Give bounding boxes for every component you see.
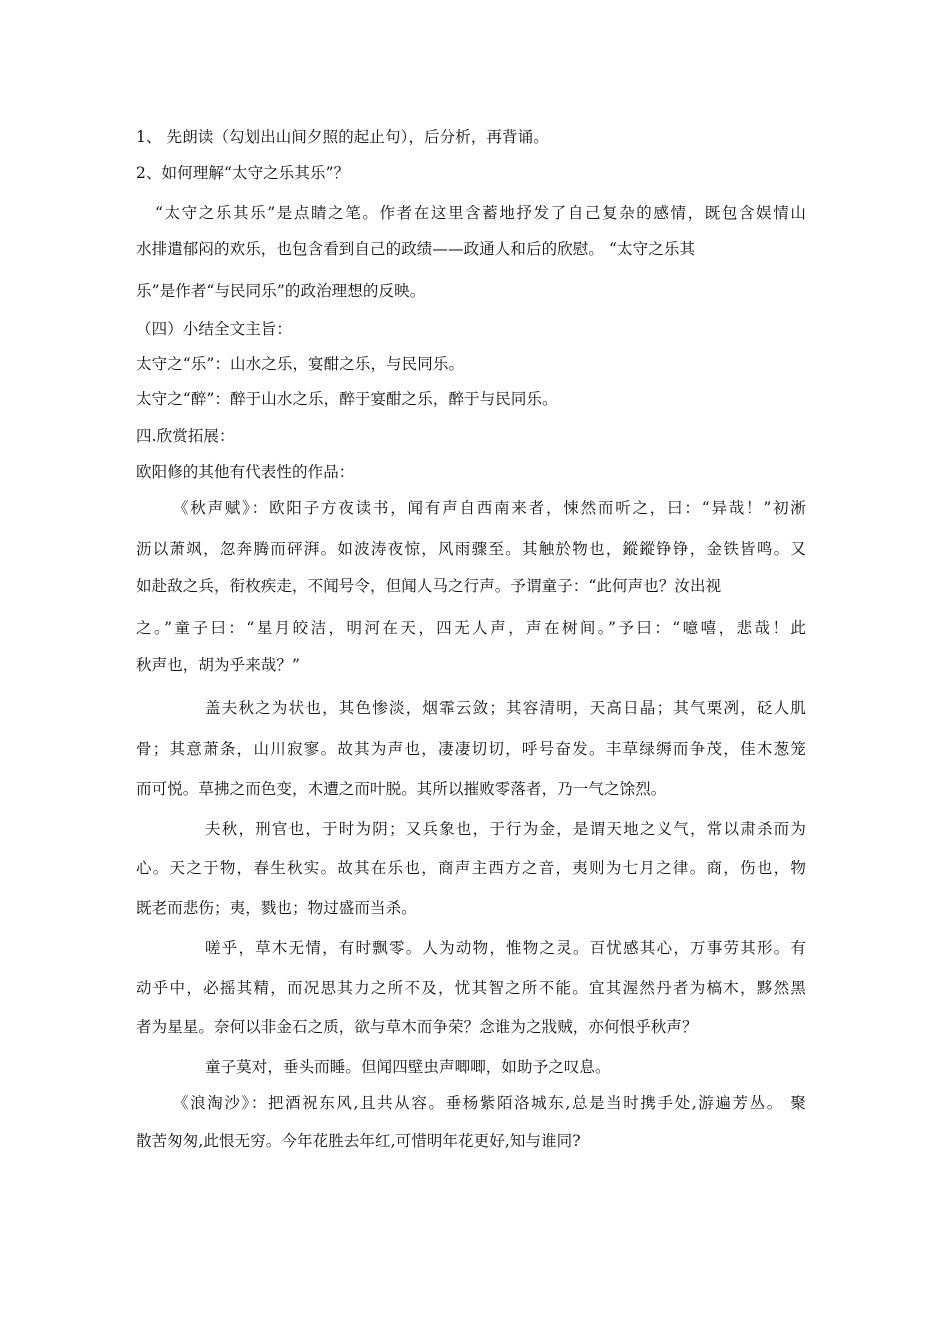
autumn-line-4: 之。”童子曰：“星月皎洁，明河在天，四无人声，声在树间。”予曰：“噫嘻，悲哉！此: [136, 619, 806, 637]
autumn-line-8: 而可悦。草拂之而色变，木遭之而叶脱。其所以摧败零落者，乃一气之馀烈。: [136, 780, 667, 798]
autumn-line-15: 童子莫对，垂头而睡。但闻四壁虫声唧唧，如助予之叹息。: [205, 1058, 611, 1076]
section-heading-appreciation: 四.欣赏拓展：: [136, 427, 235, 445]
autumn-line-11: 既老而悲伤；夷，戮也；物过盛而当杀。: [136, 899, 417, 917]
text-line-8: 太守之“醉”：醉于山水之乐，醉于宴酣之乐，醉于与民同乐。: [136, 390, 558, 408]
text-line-1: 1、 先朗读（勾划出山间夕照的起止句），后分析，再背诵。: [136, 128, 549, 146]
autumn-line-5: 秋声也，胡为乎来哉？”: [136, 656, 301, 674]
autumn-line-10: 心。天之于物，春生秋实。故其在乐也，商声主西方之音，夷则为七月之律。商，伤也，物: [136, 859, 806, 877]
autumn-line-1: 《秋声赋》：欧阳子方夜读书，闻有声自西南来者，悚然而听之，曰：“异哉！”初淅: [173, 499, 806, 517]
autumn-line-7: 骨；其意萧条，山川寂寥。故其为声也，凄凄切切，呼号奋发。丰草绿缛而争茂，佳木葱笼: [136, 740, 806, 758]
text-line-7: 太守之“乐”：山水之乐，宴酣之乐，与民同乐。: [136, 355, 465, 373]
text-line-2: 2、如何理解“太守之乐其乐”？: [136, 164, 350, 182]
section-heading-summary: （四）小结全文主旨：: [136, 320, 293, 338]
autumn-line-12: 嗟乎，草木无情，有时飘零。人为动物，惟物之灵。百忧感其心，万事劳其形。有: [205, 939, 806, 957]
autumn-line-14: 者为星星。奈何以非金石之质，欲与草木而争荣？念谁为之戕贼，亦何恨乎秋声？: [136, 1018, 698, 1036]
autumn-line-3: 如赴敌之兵，衔枚疾走，不闻号令，但闻人马之行声。予谓童子：“此何声也？汝出视: [136, 577, 722, 595]
text-line-4: 水排遣郁闷的欢乐，也包含看到自己的政绩——政通人和后的欣慰。 “太守之乐其: [136, 240, 696, 258]
text-line-3: “太守之乐其乐”是点睛之笔。作者在这里含蓄地抒发了自己复杂的感情，既包含娱情山: [155, 204, 806, 222]
autumn-line-6: 盖夫秋之为状也，其色惨淡，烟霏云敛；其容清明，天高日晶；其气栗冽，砭人肌: [205, 699, 806, 717]
text-line-10: 欧阳修的其他有代表性的作品：: [136, 463, 355, 481]
text-line-5: 乐”是作者“与民同乐”的政治理想的反映。: [136, 282, 426, 300]
autumn-line-9: 夫秋，刑官也，于时为阴；又兵象也，于行为金，是谓天地之义气，常以肃杀而为: [205, 820, 806, 838]
autumn-line-2: 沥以萧飒，忽奔腾而砰湃。如波涛夜惊，风雨骤至。其触於物也，鏦鏦铮铮，金铁皆鸣。又: [136, 540, 806, 558]
langtaosha-line-2: 散苦匆匆,此恨无穷。今年花胜去年红,可惜明年花更好,知与谁同?: [136, 1132, 581, 1150]
autumn-line-13: 动乎中，必摇其精，而况思其力之所不及，忧其智之所不能。宜其渥然丹者为槁木，黟然黑: [136, 979, 806, 997]
langtaosha-line-1: 《浪淘沙》：把酒祝东风,且共从容。垂杨紫陌洛城东,总是当时携手处,游遍芳丛。 聚: [173, 1094, 806, 1112]
